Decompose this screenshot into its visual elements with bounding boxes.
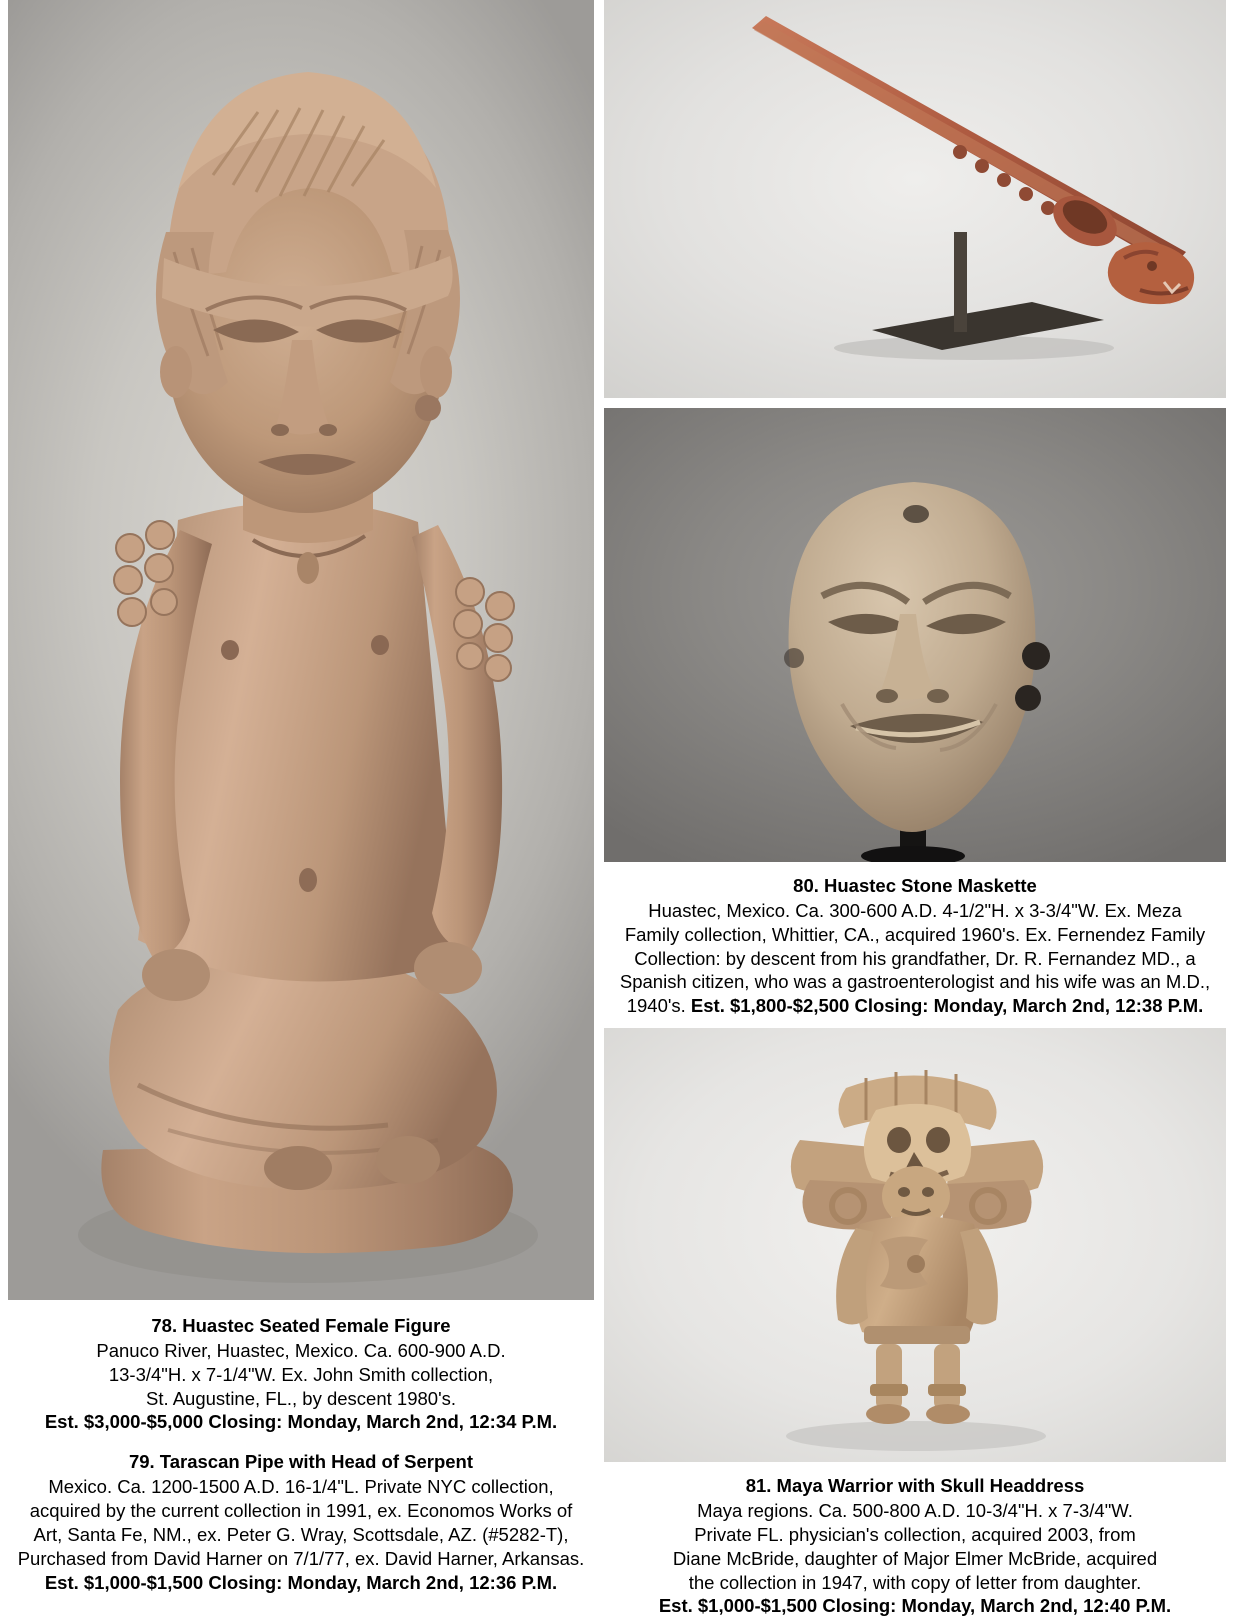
lot-80-estimate-closing: Est. $1,800-$2,500 Closing: Monday, March 2nd, 12:38 P.M.: [690, 995, 1204, 1017]
lot-80-image: [604, 408, 1226, 862]
lot-80-line-1: Huastec, Mexico. Ca. 300-600 A.D. 4-1/2"H. x 3-3/4"W. Ex. Meza: [648, 899, 1182, 921]
lot-81-line-4: the collection in 1947, with copy of letter from daughter.: [688, 1571, 1142, 1593]
lot-78-caption: [8, 1314, 594, 1434]
lot-81-line-3: Diane McBride, daughter of Major Elmer McBride, acquired: [672, 1547, 1158, 1569]
lot-79-line-4: Purchased from David Harner on 7/1/77, ex. David Harner, Arkansas.: [17, 1547, 585, 1569]
lot-78-estimate-closing: Est. $3,000-$5,000 Closing: Monday, March 2nd, 12:34 P.M.: [44, 1411, 558, 1433]
lot-78-line-2: 13-3/4"H. x 7-1/4"W. Ex. John Smith collection,: [108, 1363, 494, 1385]
lot-81-image: [604, 1028, 1226, 1462]
lot-79-estimate-closing: Est. $1,000-$1,500 Closing: Monday, March 2nd, 12:36 P.M.: [44, 1571, 558, 1593]
lot-80-line-5: [606, 994, 1224, 1018]
huastec-seated-female-figure-illustration: [8, 0, 594, 1300]
lot-81-estimate-closing: Est. $1,000-$1,500 Closing: Monday, March 2nd, 12:40 P.M.: [658, 1595, 1172, 1617]
lot-81-title: 81. Maya Warrior with Skull Headdress: [745, 1475, 1085, 1497]
lot-80-caption: [604, 874, 1226, 1018]
lot-80-line-2: Family collection, Whittier, CA., acquired 1960's. Ex. Fernendez Family: [624, 923, 1206, 945]
lot-80-line-3: Collection: by descent from his grandfather, Dr. R. Fernandez MD., a: [634, 947, 1196, 969]
lot-79-image: [604, 0, 1226, 398]
lot-79-line-3: Art, Santa Fe, NM., ex. Peter G. Wray, Scottsdale, AZ. (#5282-T),: [33, 1523, 569, 1545]
lot-79-title: 79. Tarascan Pipe with Head of Serpent: [128, 1451, 474, 1473]
lot-81-line-2: Private FL. physician's collection, acquired 2003, from: [694, 1523, 1136, 1545]
lot-78-line-3: St. Augustine, FL., by descent 1980's.: [145, 1387, 456, 1409]
left-column: [8, 0, 594, 1600]
lot-79-caption: [8, 1450, 594, 1594]
huastec-stone-maskette-illustration: [604, 408, 1226, 862]
lot-80-line-4: Spanish citizen, who was a gastroenterologist and his wife was an M.D.,: [619, 971, 1211, 993]
lot-81-caption: [604, 1474, 1226, 1618]
lot-79-line-2: acquired by the current collection in 1991, ex. Economos Works of: [29, 1500, 573, 1522]
lot-78-title: 78. Huastec Seated Female Figure: [151, 1315, 451, 1336]
lot-78-line-1: Panuco River, Huastec, Mexico. Ca. 600-900 A.D.: [96, 1339, 506, 1361]
lot-80-line-5-text: 1940's.: [626, 995, 686, 1017]
maya-warrior-skull-headdress-illustration: [604, 1028, 1226, 1462]
tarascan-serpent-pipe-illustration: [604, 0, 1226, 398]
right-column: [604, 0, 1226, 1617]
lot-80-title: 80. Huastec Stone Maskette: [793, 875, 1037, 896]
lot-79-line-1: Mexico. Ca. 1200-1500 A.D. 16-1/4"L. Private NYC collection,: [48, 1476, 554, 1498]
lot-81-line-1: Maya regions. Ca. 500-800 A.D. 10-3/4"H. x 7-3/4"W.: [697, 1500, 1133, 1522]
lot-78-image: [8, 0, 594, 1300]
